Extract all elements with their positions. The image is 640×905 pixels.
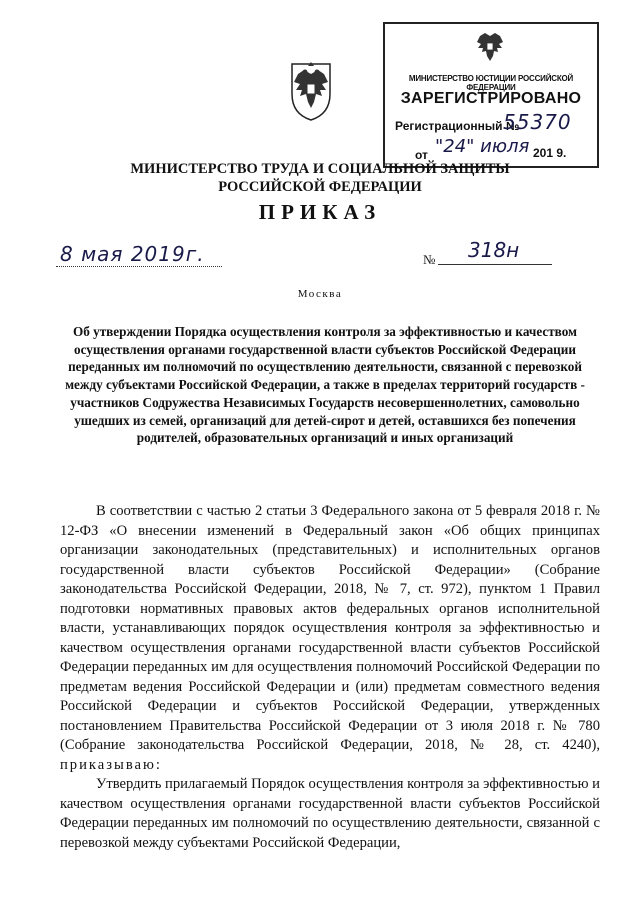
stamp-registered-label: ЗАРЕГИСТРИРОВАНО: [400, 90, 582, 107]
city: Москва: [297, 288, 343, 300]
ministry-line-1: МИНИСТЕРСТВО ТРУДА И СОЦИАЛЬНОЙ ЗАЩИТЫ: [130, 161, 510, 177]
stamp-date-prefix: от: [415, 148, 428, 162]
registration-stamp: [383, 22, 599, 168]
coat-of-arms-emblem: [284, 60, 338, 122]
document-title: Об утверждении Порядка осуществления контроля за эффективностью и качеством осуществления органами государственной власти субъектов Российской Федерации переданных им полномочий по осуществлению деятельности, связанной с перевозкой между субъектами Российской Федерации, а также в пределах территорий государств - участников Содружества Независимых Государств несовершеннолетних, самовольно ушедших из семей, организаций для детей-сирот и детей, оставшихся без попечения родителей, образовательных организаций и иных организаций: [65, 324, 585, 446]
ministry-heading: [0, 160, 640, 196]
number-underline: [438, 264, 552, 265]
date-underline: [56, 266, 222, 267]
ministry-line-2: РОССИЙСКОЙ ФЕДЕРАЦИИ: [218, 179, 422, 195]
stamp-reg-number-label: Регистрационный №: [395, 119, 520, 133]
stamp-date: "24" июля: [435, 136, 530, 157]
stamp-year: 201 9.: [533, 146, 567, 160]
document-type: ПРИКАЗ: [258, 200, 382, 224]
stamp-ministry-name: МИНИСТЕРСТВО ЮСТИЦИИ РОССИЙСКОЙ ФЕДЕРАЦИИ: [408, 74, 574, 92]
order-number-label: №: [423, 252, 436, 267]
stamp-emblem-icon: [475, 30, 505, 64]
order-date: 8 мая 2019г.: [60, 242, 205, 266]
body-paragraph-2: Утвердить прилагаемый Порядок осуществления контроля за эффективностью и качеством осуществления органами государственной власти субъектов Российской Федерации переданных им полномочий по осуществлению деятельности, связанной с перевозкой между субъектами Российской Федерации,: [60, 776, 600, 851]
body-command: приказываю:: [60, 756, 162, 773]
document-body: [60, 502, 600, 853]
stamp-reg-number: 55370: [503, 110, 572, 134]
body-paragraph-1: [60, 502, 600, 775]
body-paragraph-1-text: В соответствии с частью 2 статьи 3 Федерального закона от 5 февраля 2018 г. № 12-ФЗ «О внесении изменений в Федеральный закон «Об общих принципах организации законодательных (представительных) и исполнительных органов государственной власти субъектов Российской Федерации» (Собрание законодательства Российской Федерации, 2018, № 7, ст. 972), пунктом 1 Правил подготовки нормативных правовых актов федеральных органов исполнительной власти, устанавливающих порядок осуществления контроля за эффективностью и качеством осуществления органами государственной власти субъектов Российской Федерации переданных им для осуществления полномочий Российской Федерации по предметам ведения Российской Федерации и (или) предметам совместного ведения Российской Федерации и субъектов Российской Федерации, утвержденных постановлением Правительства Российской Федерации от 3 июля 2018 г. № 780 (Собрание законодательства Российской Федерации, 2018, № 28, ст. 4240),: [60, 503, 600, 753]
order-number: 318н: [468, 238, 520, 262]
